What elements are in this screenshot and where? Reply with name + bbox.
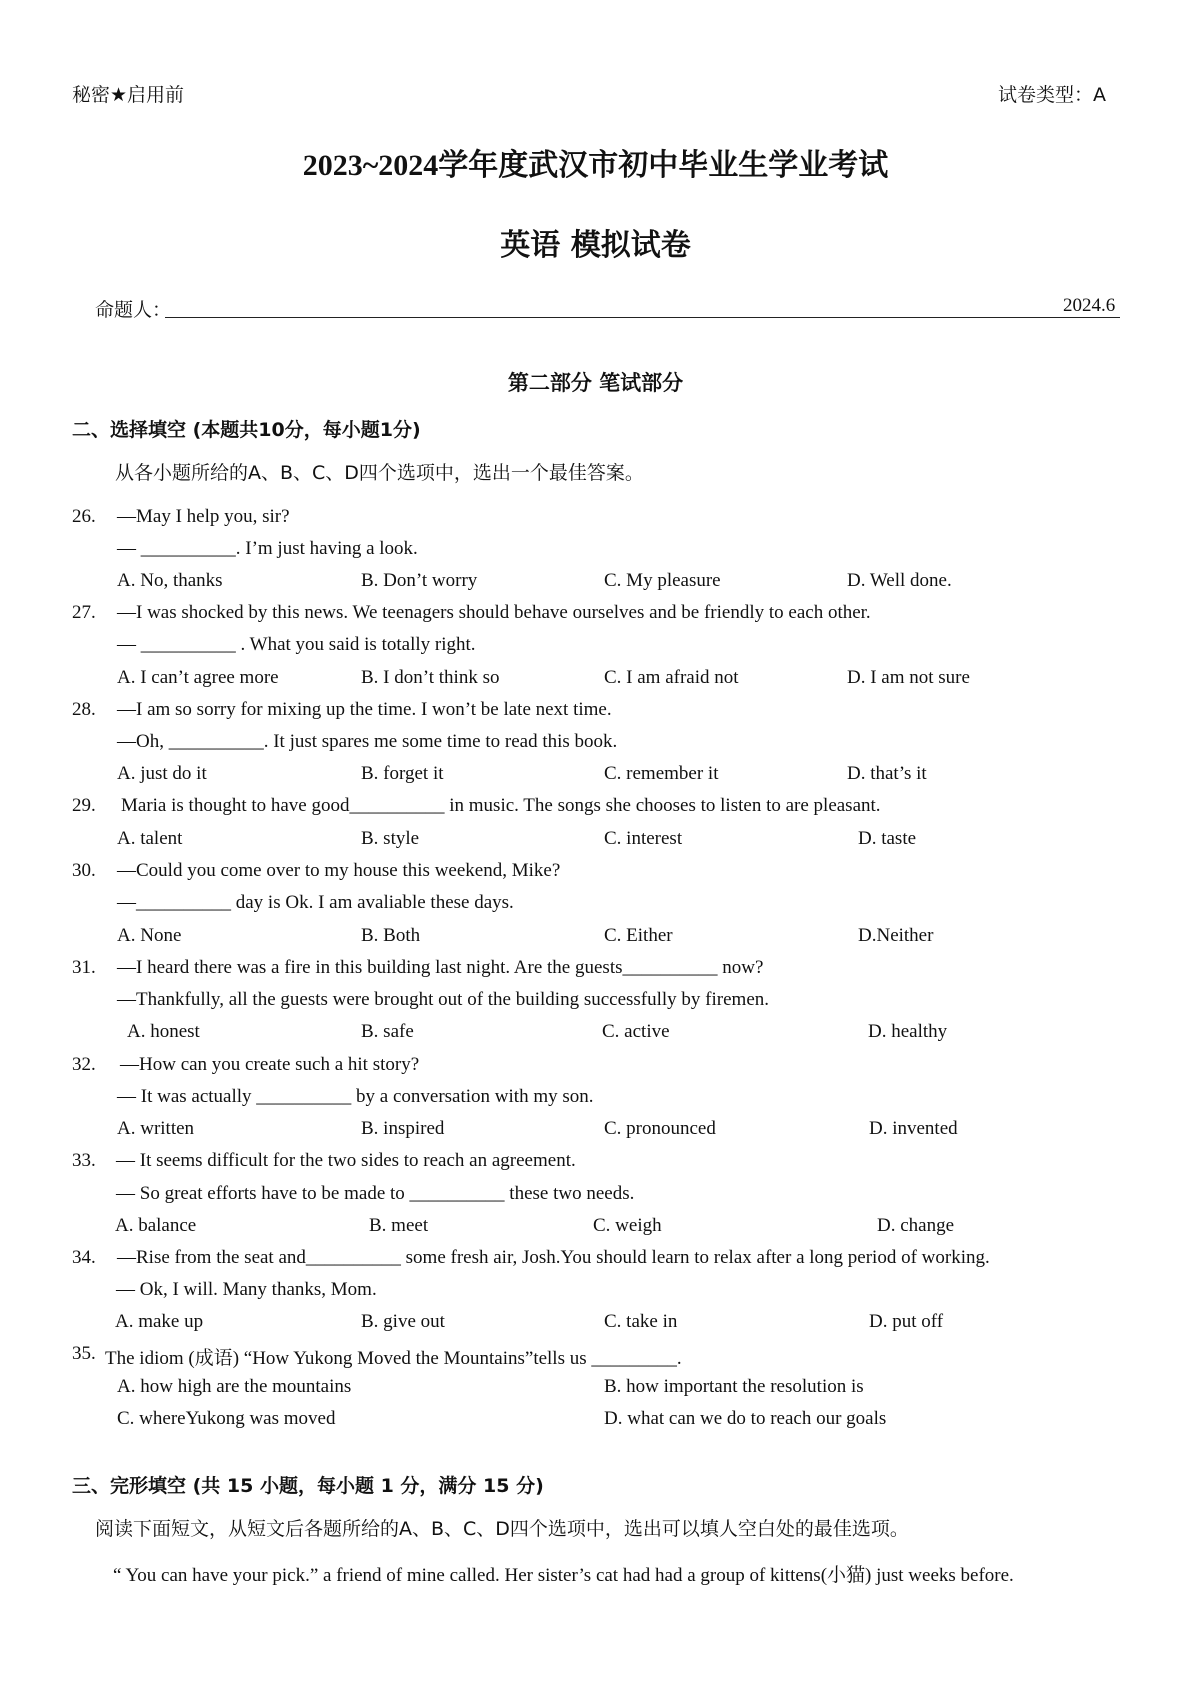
- option-b: B. I don’t think so: [361, 667, 500, 688]
- option-d: D.Neither: [858, 925, 934, 946]
- question-number: 26.: [72, 506, 96, 527]
- question-number: 32.: [72, 1054, 96, 1075]
- section-heading: 二、选择填空 (本题共10分，每小题1分): [72, 419, 421, 441]
- option-b: B. Both: [361, 925, 421, 946]
- option-d: D. change: [877, 1215, 955, 1236]
- option-a: A. how high are the mountains: [117, 1376, 352, 1397]
- option-a: A. balance: [115, 1215, 197, 1236]
- question-stem: — It was actually __________ by a conversation with my son.: [117, 1086, 594, 1107]
- option-b: B. give out: [361, 1311, 445, 1332]
- option-c: C. take in: [604, 1311, 678, 1332]
- question-stem: —Oh, __________. It just spares me some time to read this book.: [117, 731, 618, 752]
- option-b: B. style: [361, 828, 420, 849]
- question-stem: — __________. I’m just having a look.: [117, 538, 418, 559]
- option-d: D. Well done.: [847, 570, 952, 591]
- option-c: C. Either: [604, 925, 673, 946]
- option-a: A. make up: [115, 1311, 204, 1332]
- question-number: 33.: [72, 1150, 96, 1171]
- section-instruction: 从各小题所给的A、B、C、D四个选项中，选出一个最佳答案。: [115, 462, 644, 484]
- option-b: B. meet: [369, 1215, 429, 1236]
- question-stem: —I am so sorry for mixing up the time. I won’t be late next time.: [117, 699, 612, 720]
- question-number: 35.: [72, 1343, 96, 1364]
- option-a: A. I can’t agree more: [117, 667, 279, 688]
- option-b: B. inspired: [361, 1118, 445, 1139]
- option-c: C. whereYukong was moved: [117, 1408, 336, 1429]
- option-c: C. I am afraid not: [604, 667, 739, 688]
- question-stem: —Thankfully, all the guests were brought out of the building successfully by firemen.: [117, 989, 770, 1010]
- part-title: 第二部分 笔试部分: [507, 371, 684, 395]
- confidential-label: 秘密★启用前: [72, 84, 185, 106]
- question-stem: —How can you create such a hit story?: [120, 1054, 420, 1075]
- option-c: C. active: [602, 1021, 670, 1042]
- option-b: B. safe: [361, 1021, 414, 1042]
- option-c: C. remember it: [604, 763, 719, 784]
- question-stem: —__________ day is Ok. I am avaliable these days.: [117, 892, 514, 913]
- question-stem: — Ok, I will. Many thanks, Mom.: [116, 1279, 377, 1300]
- option-a: A. just do it: [117, 763, 207, 784]
- question-stem: — It seems difficult for the two sides to reach an agreement.: [116, 1150, 576, 1171]
- option-d: D. what can we do to reach our goals: [604, 1408, 887, 1429]
- option-d: D. put off: [869, 1311, 944, 1332]
- question-number: 30.: [72, 860, 96, 881]
- question-stem: —I heard there was a fire in this building last night. Are the guests__________ now?: [117, 957, 764, 978]
- exam-subtitle: 英语 模拟试卷: [500, 228, 691, 263]
- question-stem: —Rise from the seat and__________ some fresh air, Josh.You should learn to relax after a long period of working.: [117, 1247, 990, 1268]
- option-b: B. how important the resolution is: [604, 1376, 864, 1397]
- question-stem: — So great efforts have to be made to __________ these two needs.: [116, 1183, 635, 1204]
- question-stem: —I was shocked by this news. We teenagers should behave ourselves and be friendly to each other.: [117, 602, 871, 623]
- option-d: D. taste: [858, 828, 917, 849]
- option-d: D. invented: [869, 1118, 958, 1139]
- option-a: A. honest: [127, 1021, 200, 1042]
- section-heading: 三、完形填空 (共 15 小题，每小题 1 分，满分 15 分): [72, 1475, 544, 1497]
- question-stem: —May I help you, sir?: [117, 506, 290, 527]
- option-c: C. pronounced: [604, 1118, 716, 1139]
- question-stem: The idiom (成语) “How Yukong Moved the Mountains”tells us _________.: [105, 1348, 682, 1369]
- option-b: B. Don’t worry: [361, 570, 478, 591]
- section-instruction: 阅读下面短文，从短文后各题所给的A、B、C、D四个选项中，选出可以填人空白处的最佳选项。: [95, 1518, 909, 1540]
- paper-type-label: 试卷类型：A: [998, 84, 1106, 106]
- question-stem: Maria is thought to have good__________ in music. The songs she chooses to listen to are pleasant.: [121, 795, 881, 816]
- passage-line: “ You can have your pick.” a friend of mine called. Her sister’s cat had had a group of kittens(小猫) just weeks before.: [113, 1565, 1014, 1586]
- exam-title: 2023~2024学年度武汉市初中毕业生学业考试: [302, 149, 889, 182]
- question-number: 27.: [72, 602, 96, 623]
- exam-date: 2024.6: [1063, 295, 1116, 316]
- question-number: 34.: [72, 1247, 96, 1268]
- question-number: 31.: [72, 957, 96, 978]
- option-c: C. interest: [604, 828, 683, 849]
- question-number: 28.: [72, 699, 96, 720]
- option-d: D. healthy: [868, 1021, 948, 1042]
- author-label: 命题人：: [95, 299, 172, 321]
- option-b: B. forget it: [361, 763, 444, 784]
- option-a: A. written: [117, 1118, 195, 1139]
- question-stem: —Could you come over to my house this weekend, Mike?: [117, 860, 561, 881]
- question-number: 29.: [72, 795, 96, 816]
- option-c: C. weigh: [593, 1215, 662, 1236]
- option-a: A. None: [117, 925, 182, 946]
- question-stem: — __________ . What you said is totally right.: [117, 634, 476, 655]
- option-c: C. My pleasure: [604, 570, 721, 591]
- header-divider: [165, 317, 1120, 318]
- option-a: A. talent: [117, 828, 183, 849]
- option-a: A. No, thanks: [117, 570, 223, 591]
- option-d: D. I am not sure: [847, 667, 970, 688]
- option-d: D. that’s it: [847, 763, 927, 784]
